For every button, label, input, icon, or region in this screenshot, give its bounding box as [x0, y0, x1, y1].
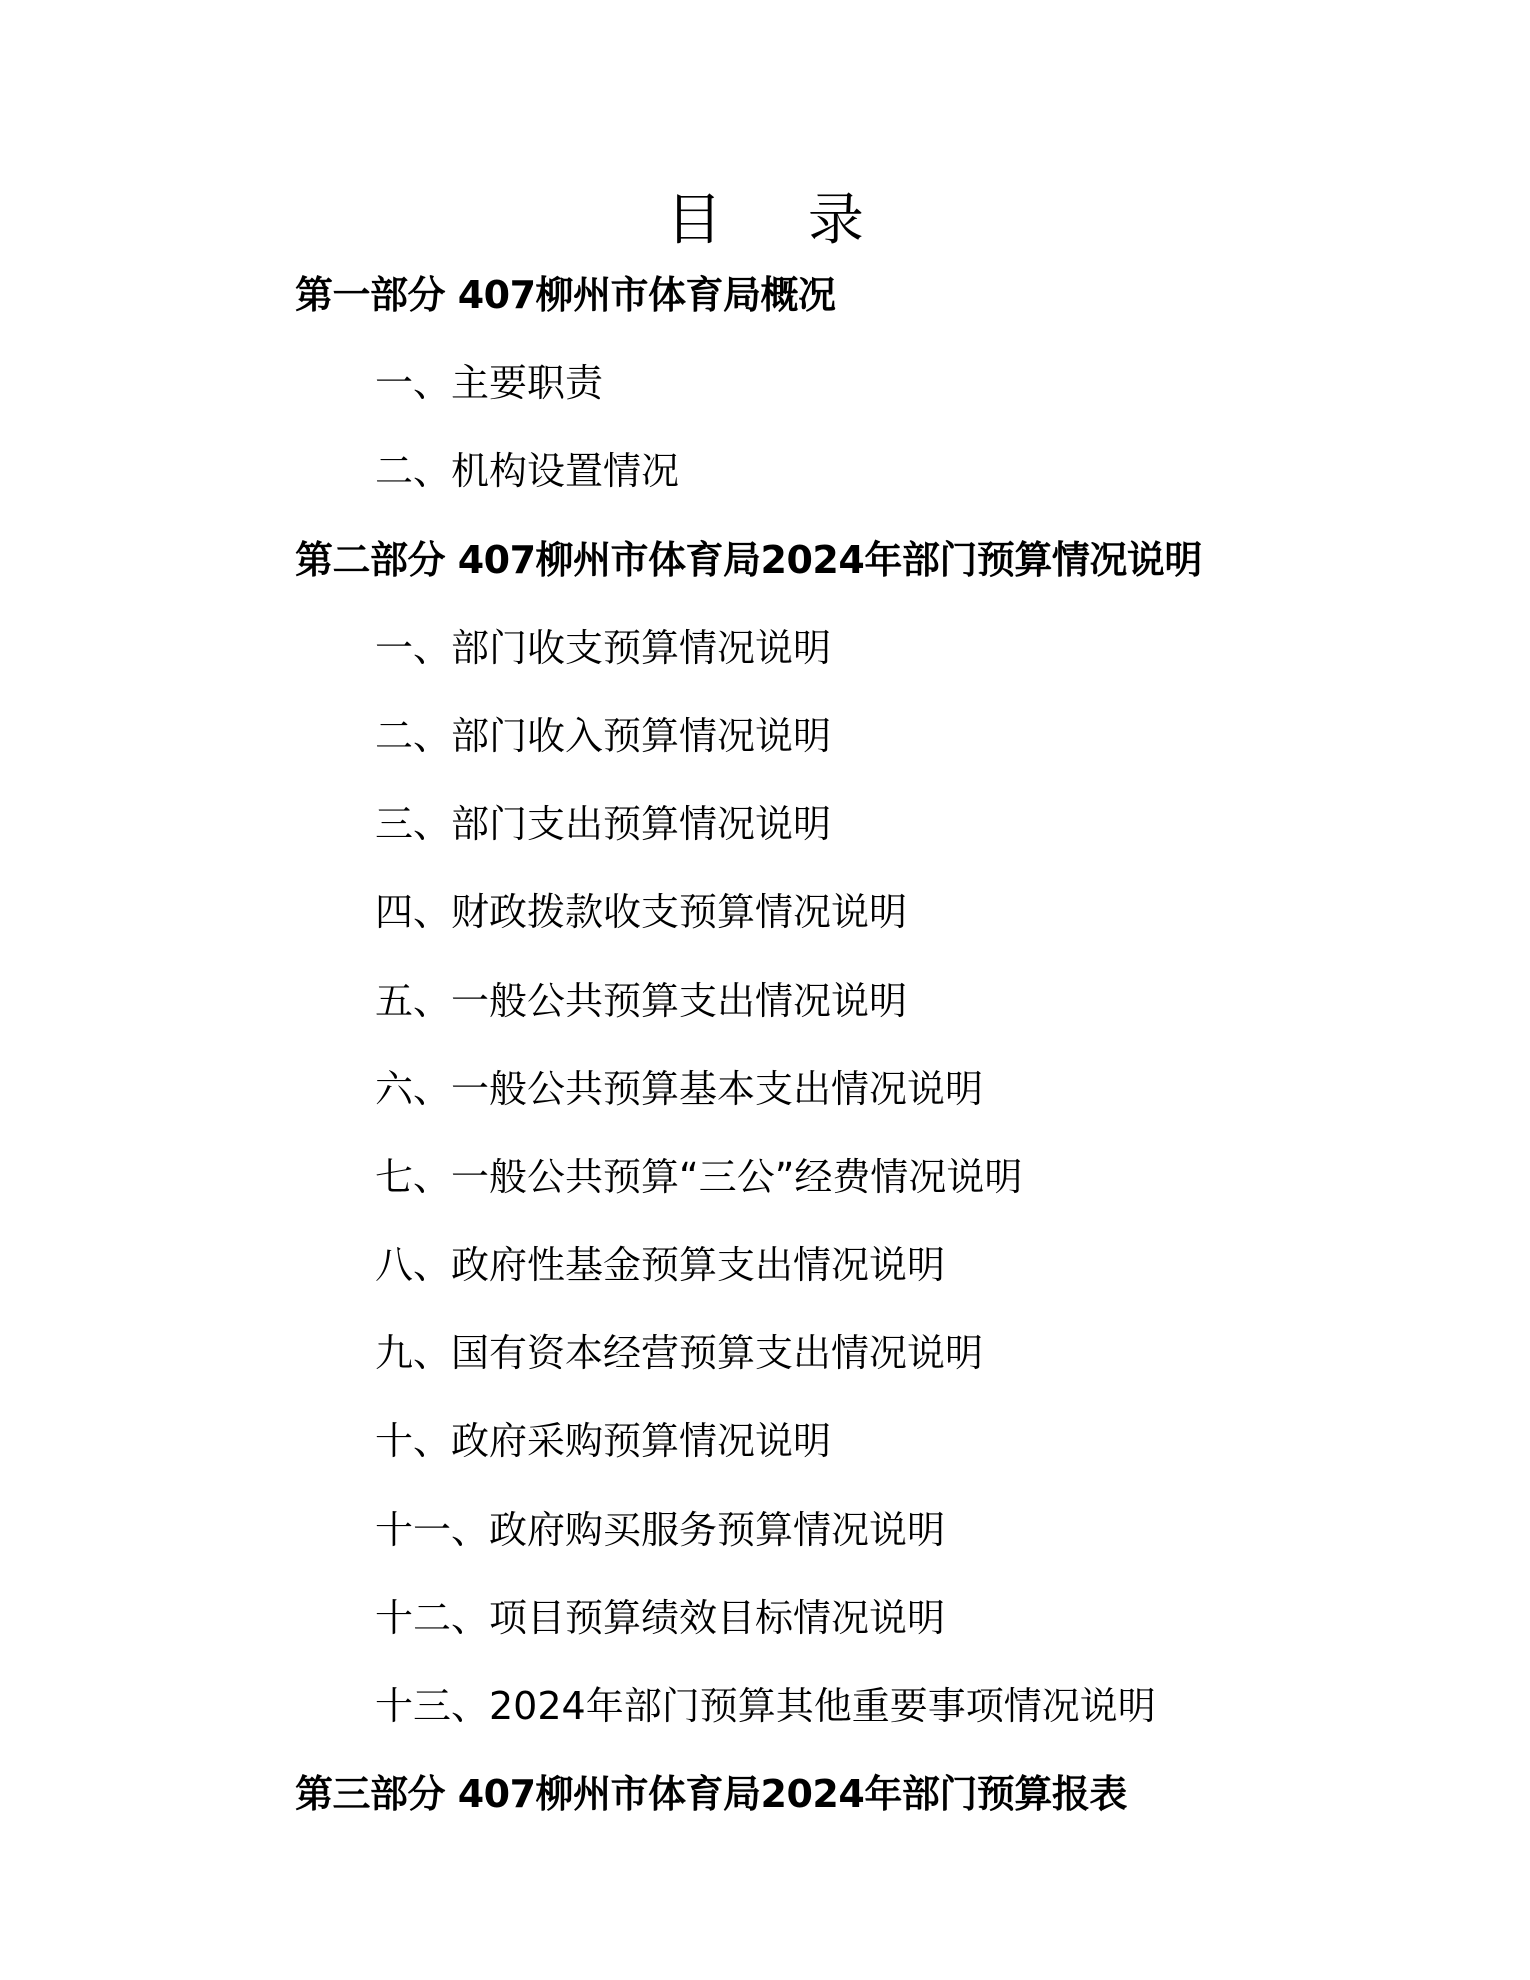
toc-section-2-7: 七、一般公共预算“三公”经费情况说明	[375, 1154, 1023, 1199]
toc-section-1-2: 二、机构设置情况	[375, 449, 680, 494]
page-title: 目 录	[666, 187, 898, 253]
toc-section-2-8: 八、政府性基金预算支出情况说明	[375, 1243, 946, 1288]
toc-section-2-13: 十三、2024年部门预算其他重要事项情况说明	[375, 1684, 1156, 1728]
toc-section-2-10: 十、政府采购预算情况说明	[375, 1419, 832, 1464]
toc-section-2-3: 三、部门支出预算情况说明	[375, 802, 832, 847]
toc-section-2-12: 十二、项目预算绩效目标情况说明	[375, 1595, 946, 1640]
toc-part-3: 第三部分 407柳州市体育局2024年部门预算报表	[295, 1772, 1127, 1817]
toc-section-2-4: 四、财政拨款收支预算情况说明	[375, 890, 908, 935]
toc-part-1: 第一部分 407柳州市体育局概况	[295, 273, 836, 317]
toc-section-2-9: 九、国有资本经营预算支出情况说明	[375, 1331, 984, 1376]
toc-section-1-1: 一、主要职责	[375, 361, 604, 406]
toc-section-2-6: 六、一般公共预算基本支出情况说明	[375, 1066, 984, 1111]
toc-section-2-11: 十一、政府购买服务预算情况说明	[375, 1507, 946, 1552]
toc-part-2: 第二部分 407柳州市体育局2024年部门预算情况说明	[295, 537, 1202, 582]
toc-section-2-5: 五、一般公共预算支出情况说明	[375, 978, 908, 1023]
table-of-contents	[295, 262, 1445, 1849]
toc-section-2-1: 一、部门收支预算情况说明	[375, 625, 832, 670]
toc-section-2-2: 二、部门收入预算情况说明	[375, 713, 832, 758]
